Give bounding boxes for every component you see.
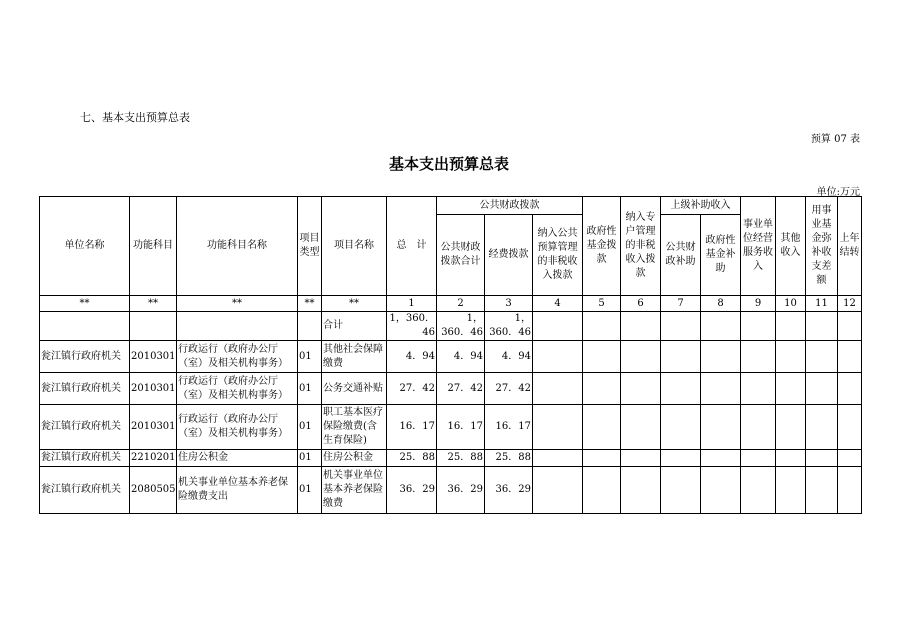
cell-total: 36．29: [387, 467, 437, 514]
section-heading: 七、基本支出预算总表: [80, 111, 190, 124]
number-cell: 12: [838, 296, 862, 312]
number-cell: 7: [661, 296, 701, 312]
header-public-fin-total: 公共财政拨款合计: [437, 215, 485, 296]
header-biz-fund-cover: 用事业基金弥补收支差额: [806, 197, 838, 296]
number-cell: 2: [437, 296, 485, 312]
cell-fund: 4．94: [485, 341, 533, 373]
cell-total: 4．94: [387, 341, 437, 373]
cell-total: 27．42: [387, 373, 437, 405]
number-cell: 1: [387, 296, 437, 312]
cell-public-total: 27．42: [437, 373, 485, 405]
table-number: 预算 07 表: [810, 134, 860, 145]
cell-proj-name: 机关事业单位基本养老保险缴费: [322, 467, 387, 514]
cell-public-total: 4．94: [437, 341, 485, 373]
header-biz-service: 事业单位经营服务收入: [741, 197, 776, 296]
number-cell: **: [322, 296, 387, 312]
cell-fund: 25．88: [485, 450, 533, 467]
table-row: [40, 341, 862, 373]
header-public-fin: 公共财政拨款: [437, 197, 583, 215]
total-value: 1，360．46: [387, 312, 437, 341]
cell-proj-type: 01: [298, 467, 322, 514]
cell-func-name: 机关事业单位基本养老保险缴费支出: [177, 467, 298, 514]
cell-proj-type: 01: [298, 373, 322, 405]
number-cell: 3: [485, 296, 533, 312]
number-cell: 4: [533, 296, 583, 312]
header-other-income: 其他收入: [776, 197, 806, 296]
header-total: 总 计: [387, 197, 437, 296]
total-row: [40, 312, 862, 341]
cell-code: 2010301: [130, 405, 177, 450]
header-gov-fund-subsidy: 政府性基金补助: [701, 215, 741, 296]
header-fund-grant: 经费拨款: [485, 215, 533, 296]
header-func-name: 功能科目名称: [177, 197, 298, 296]
cell-unit: 瓮江镇行政府机关: [40, 467, 130, 514]
cell-unit: 瓮江镇行政府机关: [40, 405, 130, 450]
cell-fund: 36．29: [485, 467, 533, 514]
header-public-fin-subsidy: 公共财政补助: [661, 215, 701, 296]
cell-code: 2010301: [130, 373, 177, 405]
cell-func-name: 行政运行（政府办公厅（室）及相关机构事务）: [177, 341, 298, 373]
unit-label: 单位:万元: [816, 187, 860, 198]
number-cell: **: [40, 296, 130, 312]
header-nontax-special: 纳入专户管理的非税收入拨款: [621, 197, 661, 296]
header-proj-type: 项目类型: [298, 197, 322, 296]
cell-unit: 瓮江镇行政府机关: [40, 450, 130, 467]
number-cell: 9: [741, 296, 776, 312]
table-row: [40, 373, 862, 405]
cell-unit: 瓮江镇行政府机关: [40, 341, 130, 373]
table-row: [40, 450, 862, 467]
page-title: 基本支出预算总表: [388, 155, 509, 173]
cell-unit: 瓮江镇行政府机关: [40, 373, 130, 405]
cell-public-total: 36．29: [437, 467, 485, 514]
number-cell: **: [130, 296, 177, 312]
header-proj-name: 项目名称: [322, 197, 387, 296]
cell-fund: 27．42: [485, 373, 533, 405]
cell-proj-name: 其他社会保障缴费: [322, 341, 387, 373]
cell-proj-type: 01: [298, 405, 322, 450]
cell-proj-name: 住房公积金: [322, 450, 387, 467]
cell-total: 25．88: [387, 450, 437, 467]
cell-code: 2010301: [130, 341, 177, 373]
cell-proj-name: 公务交通补贴: [322, 373, 387, 405]
header-gov-fund: 政府性基金拨款: [583, 197, 621, 296]
cell-code: 2080505: [130, 467, 177, 514]
number-cell: 6: [621, 296, 661, 312]
header-superior-grant: 上级补助收入: [661, 197, 741, 215]
cell-code: 2210201: [130, 450, 177, 467]
number-cell: **: [298, 296, 322, 312]
number-cell: 10: [776, 296, 806, 312]
header-unit-name: 单位名称: [40, 197, 130, 296]
cell-fund: 16．17: [485, 405, 533, 450]
cell-proj-type: 01: [298, 341, 322, 373]
total-public-value: 1，360．46: [437, 312, 485, 341]
cell-func-name: 住房公积金: [177, 450, 298, 467]
header-nontax-public: 纳入公共预算管理的非税收入拨款: [533, 215, 583, 296]
cell-total: 16．17: [387, 405, 437, 450]
number-cell: 5: [583, 296, 621, 312]
total-fund-value: 1，360．46: [485, 312, 533, 341]
number-cell: **: [177, 296, 298, 312]
header-carryover: 上年结转: [838, 197, 862, 296]
table-row: [40, 405, 862, 450]
number-cell: 11: [806, 296, 838, 312]
total-label: 合计: [322, 312, 387, 341]
table-row: [40, 467, 862, 514]
number-cell: 8: [701, 296, 741, 312]
cell-proj-name: 职工基本医疗保险缴费(含生育保险): [322, 405, 387, 450]
cell-public-total: 25．88: [437, 450, 485, 467]
cell-proj-type: 01: [298, 450, 322, 467]
budget-table: [39, 196, 862, 514]
cell-func-name: 行政运行（政府办公厅（室）及相关机构事务）: [177, 373, 298, 405]
cell-public-total: 16．17: [437, 405, 485, 450]
header-func-code: 功能科目: [130, 197, 177, 296]
number-row: [40, 296, 862, 312]
cell-func-name: 行政运行（政府办公厅（室）及相关机构事务）: [177, 405, 298, 450]
